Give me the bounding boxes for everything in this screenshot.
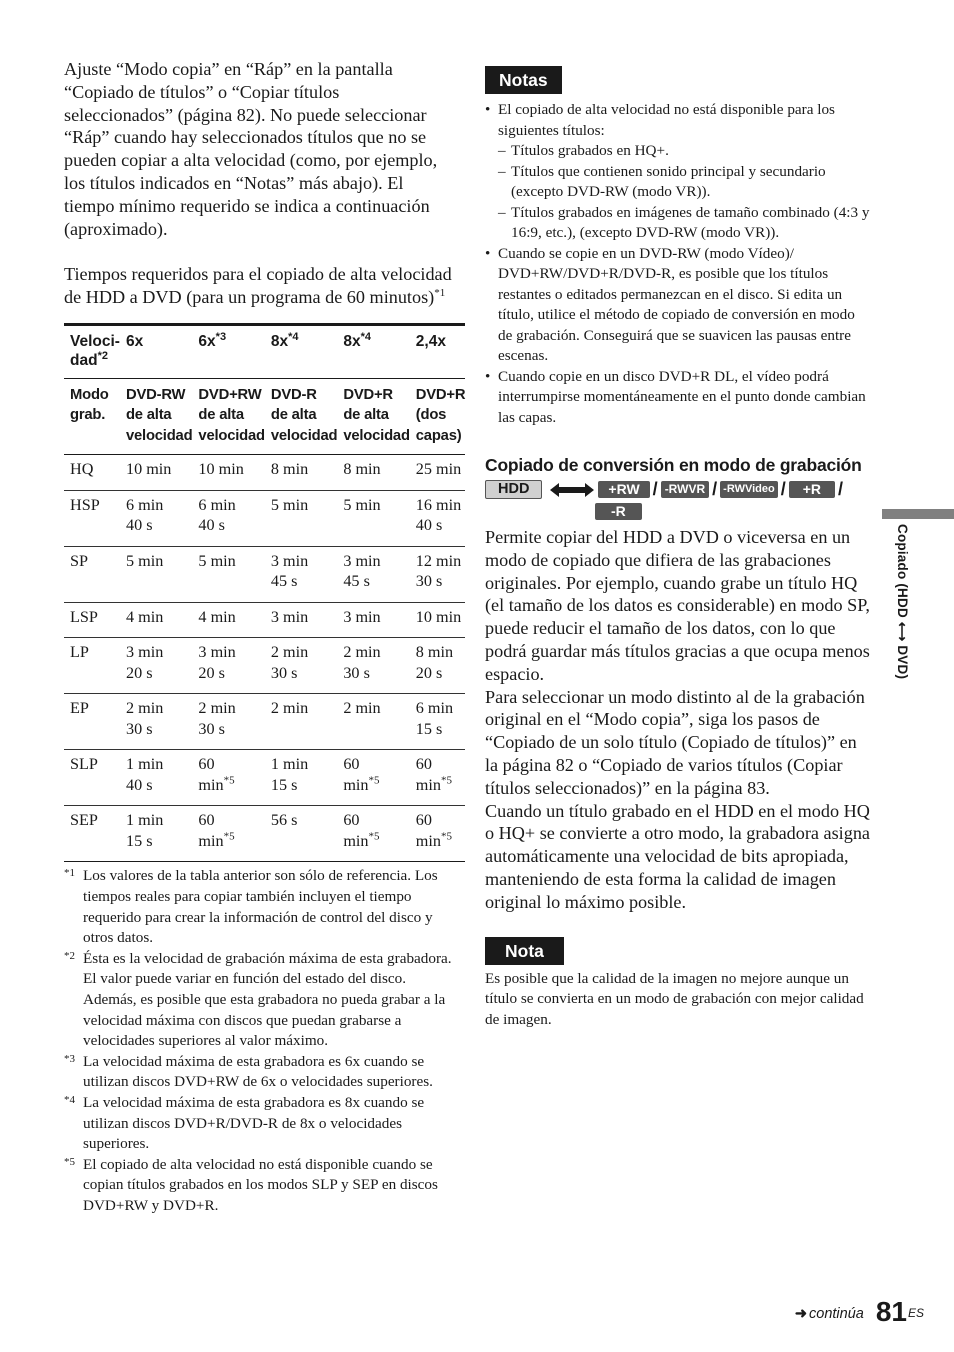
dash-icon: – bbox=[498, 203, 506, 221]
page-number: 81 bbox=[875, 1296, 907, 1327]
speed-cell bbox=[120, 324, 192, 378]
section-title: Copiado de conversión en modo de grabación bbox=[485, 455, 862, 475]
time-line: 8 min bbox=[343, 460, 381, 479]
time-line: 25 min bbox=[415, 460, 462, 479]
time-line: 6 min bbox=[415, 699, 454, 718]
time-line: 15 s bbox=[125, 831, 153, 850]
time-line: 3 min bbox=[343, 607, 381, 626]
speed-value: 2,4x bbox=[415, 332, 446, 350]
time-cell bbox=[192, 638, 264, 694]
time-line: 40 s bbox=[125, 775, 153, 794]
double-arrow-icon bbox=[550, 482, 594, 498]
time-cell bbox=[265, 455, 337, 491]
time-cell bbox=[265, 750, 337, 806]
speed-header-row bbox=[64, 324, 465, 378]
time-cell bbox=[120, 638, 192, 694]
continue-indicator: ➜ continúa bbox=[794, 1306, 864, 1322]
nota-subitem-text: Títulos grabados en HQ+. bbox=[511, 142, 669, 159]
time-line: 60 bbox=[343, 755, 360, 774]
page-footer bbox=[795, 1296, 924, 1328]
media-type-cell: DVD-RW de alta velocidad bbox=[120, 378, 192, 455]
time-line: 3 min bbox=[343, 551, 381, 570]
time-cell bbox=[410, 490, 466, 546]
time-cell bbox=[192, 455, 264, 491]
time-line: 40 s bbox=[198, 516, 225, 535]
time-cell bbox=[410, 694, 466, 750]
footnote-text: El copiado de alta velocidad no está disponible cuando se copian títulos grabados en los modos SLP y SEP en discos DVD+RW y DVD+R. bbox=[83, 1155, 438, 1214]
time-cell bbox=[410, 602, 466, 638]
nota-text: El copiado de alta velocidad no está disponible para los siguientes títulos: bbox=[498, 101, 835, 139]
footnote-mark: *3 bbox=[64, 1052, 75, 1065]
plus-rw-icon: +RW bbox=[598, 481, 649, 498]
time-cell bbox=[337, 806, 409, 862]
mode-cell: HQ bbox=[64, 455, 120, 491]
nota-item bbox=[485, 100, 870, 244]
time-line: min bbox=[415, 831, 441, 850]
time-line: 20 s bbox=[198, 663, 225, 682]
time-line: 3 min bbox=[270, 607, 309, 626]
mode-header: Modo grab. bbox=[64, 378, 120, 455]
footnote bbox=[64, 866, 452, 948]
minus-r-icon: -R bbox=[595, 503, 642, 520]
right-column bbox=[485, 66, 870, 1030]
time-line: 10 min bbox=[415, 607, 462, 626]
table-row bbox=[64, 694, 465, 750]
time-cell bbox=[120, 455, 192, 491]
rw-video-icon: -RWVideo bbox=[720, 481, 778, 498]
time-line: 2 min bbox=[125, 699, 164, 718]
time-line: min bbox=[415, 775, 441, 794]
time-line: 15 s bbox=[415, 719, 443, 738]
time-cell bbox=[265, 638, 337, 694]
time-cell bbox=[192, 694, 264, 750]
nota-item bbox=[485, 244, 870, 367]
notas-label: Notas bbox=[485, 66, 562, 94]
time-line: 5 min bbox=[270, 495, 309, 514]
separator: / bbox=[838, 479, 844, 499]
nota-text: Cuando copie en un disco DVD+R DL, el vídeo podrá interrumpirse momentáneamente en el punto donde cambian las capas. bbox=[498, 367, 866, 426]
media-type-cell: DVD-R de alta velocidad bbox=[265, 378, 337, 455]
body-paragraph-1: Permite copiar del HDD a DVD o viceversa en un modo de copiado que difiera de las grabaciones originales. Por ejemplo, cuando grabe un título HQ (el tamaño de los datos es considerable) en modo SP, puede reducir el tamaño de los datos, con lo que podrá guardar más títulos gracias a que ocupa menos espacio. bbox=[485, 527, 870, 684]
table-row bbox=[64, 638, 465, 694]
time-line: 60 bbox=[415, 811, 432, 830]
time-line: 30 s bbox=[125, 719, 153, 738]
time-cell bbox=[192, 750, 264, 806]
media-type-cell: DVD+RW de alta velocidad bbox=[192, 378, 264, 455]
footnote-ref: *5 bbox=[440, 830, 452, 843]
nota-text: Es posible que la calidad de la imagen no mejore aunque un título se convierta en un modo de grabación con mejor calidad de imagen. bbox=[485, 969, 864, 1028]
speed-value: 8x bbox=[343, 332, 361, 350]
separator: / bbox=[712, 479, 718, 499]
time-line: 60 bbox=[198, 755, 215, 774]
time-line: 16 min bbox=[415, 495, 462, 514]
time-cell bbox=[265, 602, 337, 638]
nota-item bbox=[485, 367, 870, 429]
time-line: 5 min bbox=[125, 551, 164, 570]
speed-cell bbox=[410, 324, 466, 378]
mode-cell: LSP bbox=[64, 602, 120, 638]
time-cell bbox=[120, 490, 192, 546]
bullet-icon: • bbox=[485, 244, 491, 262]
speed-value: 6x bbox=[198, 332, 216, 350]
nota-subitem-text: Títulos grabados en imágenes de tamaño combinado (4:3 y 16:9, etc.), (excepto DVD-RW (modo VR)). bbox=[511, 203, 870, 241]
time-cell bbox=[120, 546, 192, 602]
time-line: 30 s bbox=[343, 663, 370, 682]
time-cell bbox=[337, 546, 409, 602]
notas-list bbox=[485, 100, 870, 428]
footnote-mark: *2 bbox=[64, 949, 75, 962]
time-line: 10 min bbox=[125, 460, 172, 479]
bullet-icon: • bbox=[485, 101, 491, 118]
time-line: 6 min bbox=[125, 495, 164, 514]
time-line: 8 min bbox=[270, 460, 309, 479]
body-paragraph-2: Para seleccionar un modo distinto al de la grabación original en el “Modo copia”, siga los pasos de “Copiado de un solo título (Copiado de títulos)” en la página 82 o “Copiado de varios títulos (Copiar títulos seleccionados)” en la página 83. bbox=[485, 686, 865, 798]
media-type-cell: DVD+R de alta velocidad bbox=[337, 378, 409, 455]
time-cell bbox=[337, 602, 409, 638]
time-cell bbox=[337, 694, 409, 750]
table-row bbox=[64, 546, 465, 602]
time-line: 2 min bbox=[343, 699, 381, 718]
footnotes bbox=[64, 866, 452, 1216]
time-line: 2 min bbox=[270, 643, 309, 662]
nota-subitem bbox=[498, 141, 870, 162]
media-type-cell: DVD+R (dos capas) bbox=[410, 378, 466, 455]
table-row bbox=[64, 602, 465, 638]
time-line: 30 s bbox=[415, 572, 443, 591]
time-line: 20 s bbox=[125, 663, 153, 682]
time-cell bbox=[120, 806, 192, 862]
time-cell bbox=[337, 638, 409, 694]
copy-time-table bbox=[64, 323, 465, 863]
plus-r-icon: +R bbox=[789, 481, 835, 498]
time-line: 3 min bbox=[125, 643, 164, 662]
time-line: 10 min bbox=[198, 460, 244, 479]
footnote bbox=[64, 1155, 452, 1217]
time-line: 6 min bbox=[198, 495, 236, 514]
time-line: 20 s bbox=[415, 663, 443, 682]
footnote-mark: *1 bbox=[64, 867, 75, 880]
time-cell bbox=[192, 490, 264, 546]
speed-cell bbox=[265, 324, 337, 378]
time-line: min bbox=[343, 831, 369, 850]
table-row bbox=[64, 490, 465, 546]
time-line: 15 s bbox=[270, 775, 298, 794]
separator: / bbox=[652, 479, 658, 499]
nota-text: Cuando se copie en un DVD-RW (modo Vídeo)/ DVD+RW/DVD+R/DVD-R, es posible que los títulos restantes o editados permanezcan en el disco. Si edita un título, utilice el método de copiado de conversión en modo de grabación. Conseguirá que se suavicen las pausas entre escenas. bbox=[498, 244, 855, 364]
time-cell bbox=[410, 750, 466, 806]
time-line: 2 min bbox=[343, 643, 381, 662]
speed-cell bbox=[337, 324, 409, 378]
media-icons bbox=[485, 479, 870, 520]
footnote-text: La velocidad máxima de esta grabadora es 6x cuando se utilizan discos DVD+RW de 6x o velocidades superiores. bbox=[83, 1052, 433, 1091]
arrow-right-icon: ➜ bbox=[794, 1306, 807, 1322]
time-cell bbox=[337, 750, 409, 806]
footnote-text: La velocidad máxima de esta grabadora es 8x cuando se utilizan discos DVD+R/DVD-R de 8x o velocidades superiores. bbox=[83, 1094, 425, 1153]
time-cell bbox=[120, 750, 192, 806]
footnote-mark: *5 bbox=[64, 1155, 75, 1168]
time-cell bbox=[192, 602, 264, 638]
section-body bbox=[485, 526, 870, 914]
side-tab-bar bbox=[882, 509, 954, 519]
mode-cell: LP bbox=[64, 638, 120, 694]
time-cell bbox=[265, 490, 337, 546]
speed-cell bbox=[192, 324, 264, 378]
media-header-row bbox=[64, 378, 465, 455]
footnote-ref: *5 bbox=[368, 774, 380, 787]
footnote-text: Los valores de la tabla anterior son sólo de referencia. Los tiempos reales para copiar también incluyen el tiempo requerido para crear la información de control del disco y otros datos. bbox=[83, 867, 438, 947]
table-body bbox=[64, 455, 465, 862]
footnote-ref: *4 bbox=[288, 330, 299, 343]
time-line: 5 min bbox=[343, 495, 381, 514]
side-tab-label: Copiado (HDD ⟷ DVD) bbox=[895, 524, 910, 680]
footnote bbox=[64, 949, 452, 1052]
nota-label: Nota bbox=[485, 937, 564, 965]
time-cell bbox=[410, 638, 466, 694]
time-line: 40 s bbox=[415, 516, 443, 535]
time-line: 2 min bbox=[270, 699, 309, 718]
intro-paragraph: Ajuste “Modo copia” en “Ráp” en la pantalla “Copiado de títulos” o “Copiar títulos seleccionados” (página 82). No puede seleccionar “Ráp” cuando hay seleccionados títulos que no se pueden copiar a alta velocidad (como, por ejemplo, los títulos indicados en “Notas” más abajo). El tiempo mínimo requerido se indica a continuación (aproximado). bbox=[64, 59, 438, 239]
mode-cell: SEP bbox=[64, 806, 120, 862]
footnote-ref: *5 bbox=[368, 830, 380, 843]
left-column bbox=[64, 58, 466, 1217]
time-line: 40 s bbox=[125, 516, 153, 535]
time-cell bbox=[265, 806, 337, 862]
time-line: 1 min bbox=[270, 755, 309, 774]
time-line: 1 min bbox=[125, 811, 164, 830]
nota-subitem bbox=[498, 203, 870, 244]
time-cell bbox=[192, 806, 264, 862]
dash-icon: – bbox=[498, 162, 506, 180]
time-cell bbox=[265, 546, 337, 602]
time-line: 45 s bbox=[343, 572, 370, 591]
time-line: 30 s bbox=[270, 663, 298, 682]
footnote-ref: *1 bbox=[434, 287, 446, 300]
mode-cell: SLP bbox=[64, 750, 120, 806]
table-row bbox=[64, 806, 465, 862]
time-cell bbox=[410, 455, 466, 491]
time-line: 4 min bbox=[125, 607, 164, 626]
time-cell bbox=[265, 694, 337, 750]
table-row bbox=[64, 750, 465, 806]
table-row bbox=[64, 455, 465, 491]
time-line: min bbox=[198, 831, 224, 850]
speed-value: 8x bbox=[270, 332, 289, 350]
rw-vr-icon: -RWVR bbox=[661, 481, 709, 498]
footnote-ref: *5 bbox=[223, 774, 235, 787]
time-line: 60 bbox=[198, 811, 215, 830]
table-caption: Tiempos requeridos para el copiado de alta velocidad de HDD a DVD (para un programa de 60 minutos)$^{*1}$ bbox=[64, 264, 452, 308]
footnote-ref: *3 bbox=[215, 330, 227, 343]
footnote bbox=[64, 1093, 452, 1155]
time-cell bbox=[410, 546, 466, 602]
footnote-text: Ésta es la velocidad de grabación máxima de esta grabadora. El valor puede variar en función del estado del disco. Además, es posible que esta grabadora no pueda grabar a la velocidad máxima con discos que puedan grabarse a velocidades superiores al valor máximo. bbox=[83, 949, 452, 1050]
time-cell bbox=[337, 490, 409, 546]
time-line: 1 min bbox=[125, 755, 164, 774]
time-cell bbox=[410, 806, 466, 862]
body-paragraph-3: Cuando un título grabado en el HDD en el modo HQ o HQ+ se convierte a otro modo, la grabadora asigna automáticamente una velocidad de bits apropiada, manteniendo de esta forma la calidad de imagen original lo máximo posible. bbox=[485, 800, 870, 912]
time-line: 5 min bbox=[198, 551, 236, 570]
hdd-icon: HDD bbox=[485, 480, 542, 499]
time-line: 3 min bbox=[198, 643, 236, 662]
time-line: min bbox=[343, 775, 369, 794]
speed-header: Veloci-dad$^{*2}$ bbox=[64, 324, 120, 378]
time-line: 60 bbox=[343, 811, 360, 830]
nota-block bbox=[485, 937, 870, 1031]
speed-value: 6x bbox=[125, 332, 144, 350]
time-line: 12 min bbox=[415, 551, 462, 570]
time-line: 2 min bbox=[198, 699, 236, 718]
time-cell bbox=[120, 694, 192, 750]
mode-cell: EP bbox=[64, 694, 120, 750]
time-line: 4 min bbox=[198, 607, 236, 626]
time-line: 30 s bbox=[198, 719, 225, 738]
time-line: min bbox=[198, 775, 224, 794]
mode-cell: SP bbox=[64, 546, 120, 602]
time-line: 8 min bbox=[415, 643, 454, 662]
nota-subitem bbox=[498, 162, 870, 203]
page-lang: ES bbox=[907, 1306, 924, 1320]
footnote bbox=[64, 1052, 452, 1093]
footnote-ref: *4 bbox=[360, 330, 371, 343]
time-line: 60 bbox=[415, 755, 432, 774]
mode-cell: HSP bbox=[64, 490, 120, 546]
time-cell bbox=[337, 455, 409, 491]
time-cell bbox=[120, 602, 192, 638]
time-line: 56 s bbox=[270, 811, 298, 830]
bullet-icon: • bbox=[485, 367, 491, 385]
footnote-ref: *5 bbox=[223, 830, 235, 843]
separator: / bbox=[780, 479, 786, 499]
time-cell bbox=[192, 546, 264, 602]
footnote-mark: *4 bbox=[64, 1094, 75, 1106]
dash-icon: – bbox=[498, 142, 506, 159]
nota-subitem-text: Títulos que contienen sonido principal y secundario (excepto DVD-RW (modo VR)). bbox=[511, 162, 826, 200]
time-line: 3 min bbox=[270, 551, 309, 570]
time-line: 45 s bbox=[270, 572, 298, 591]
footnote-ref: *5 bbox=[440, 774, 452, 787]
